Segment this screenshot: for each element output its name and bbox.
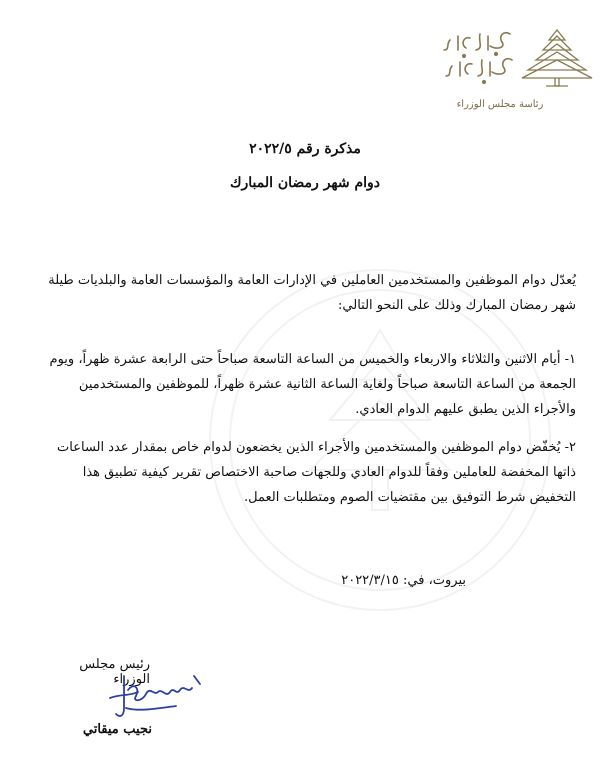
place-and-date: بيروت، في: ٢٠٢٢/٣/١٥ xyxy=(341,573,466,588)
memo-intro-paragraph: يُعدّل دوام الموظفين والمستخدمين العاملين في الإدارات العامة والمؤسسات العامة والبلديات طيلة شهر رمضان المبارك وذلك على النحو التالي: xyxy=(48,273,576,313)
item-number: ٢- xyxy=(564,440,576,455)
cedar-tree-logo-icon xyxy=(516,24,598,90)
memo-subject: دوام شهر رمضان المبارك xyxy=(229,175,381,191)
memo-number: مذكرة رقم ٢٠٢٢/٥ xyxy=(249,141,361,157)
item-number: ١- xyxy=(564,352,576,367)
signatory-title: رئيس مجلس الوزراء xyxy=(79,657,150,687)
republic-calligraphy-logo xyxy=(440,26,518,88)
signatory-name: نجيب ميقاتي xyxy=(82,722,152,737)
handwritten-signature-icon xyxy=(80,668,220,724)
calligraphy-strokes-icon xyxy=(440,26,518,88)
item-text: يُخفّض دوام الموظفين والمستخدمين والأجراء الذين يخضعون لدوام خاص بمقدار عدد الساعات ذاتها المخفضة للعاملين وفقاً للدوام العادي وللجهات صاحبة الاختصاص تقرير كيفية تطبيق هذا التخفيض شرط التوفيق بين مقتضيات الصوم ومتطلبات العمل. xyxy=(57,440,576,505)
office-name: رئاسة مجلس الوزراء xyxy=(456,99,544,110)
item-text: أيام الاثنين والثلاثاء والاربعاء والخميس من الساعة التاسعة صباحاً حتى الرابعة عشرة ظهراً، ويوم الجمعة من الساعة التاسعة صباحاً ولغاية الساعة الثانية عشرة ظهراً، للموظفين والمستخدمين والأجراء الذين يطبق عليهم الدوام العادي. xyxy=(49,352,576,417)
memo-item-1 xyxy=(40,347,576,422)
memo-item-2 xyxy=(40,435,576,510)
